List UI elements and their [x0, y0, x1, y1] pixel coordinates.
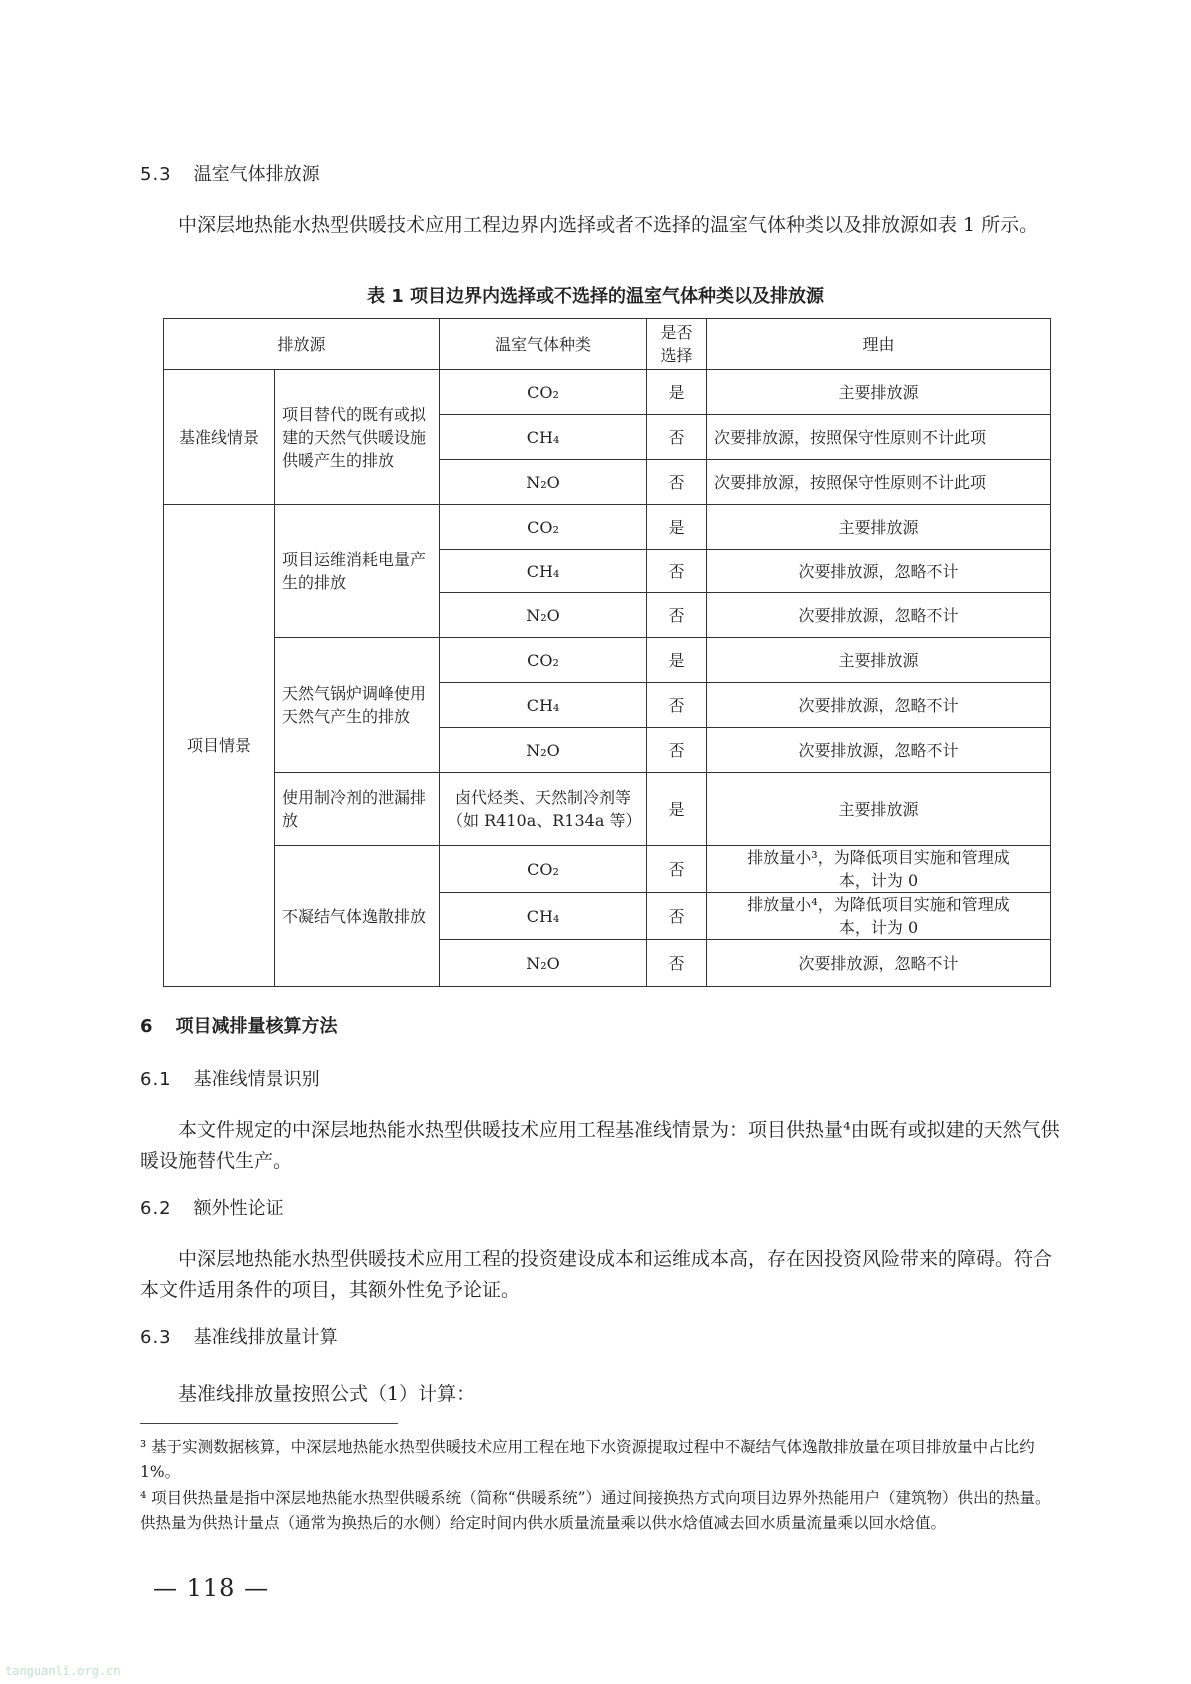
- gas-cell: CH₄: [440, 550, 647, 593]
- selected-cell: 否: [647, 550, 707, 593]
- reason-cell: 排放量小³，为降低项目实施和管理成本，计为 0: [707, 846, 1051, 893]
- selected-cell: 否: [647, 593, 707, 638]
- gas-cell: CH₄: [440, 893, 647, 940]
- table-row: [164, 846, 1051, 893]
- table-row: [164, 638, 1051, 683]
- reason-cell: 次要排放源，忽略不计: [707, 728, 1051, 773]
- gas-cell: N₂O: [440, 593, 647, 638]
- selected-cell: 否: [647, 893, 707, 940]
- page-number: — 118 —: [153, 1574, 270, 1602]
- footnote-3: ³ 基于实测数据核算，中深层地热能水热型供暖技术应用工程在地下水资源提取过程中不凝结气体逸散排放量在项目排放量中占比约 1%。: [140, 1438, 1035, 1481]
- table-caption: 表 1 项目边界内选择或不选择的温室气体种类以及排放源: [366, 286, 825, 307]
- header-selected: 是否选择: [647, 319, 707, 370]
- selected-cell: 否: [647, 846, 707, 893]
- section-number: 6.2: [140, 1198, 172, 1219]
- section-heading-6-1: [140, 1065, 320, 1091]
- footnote-4: ⁴ 项目供热量是指中深层地热能水热型供暖系统（简称“供暖系统”）通过间接换热方式向项目边界外热能用户（建筑物）供出的热量。供热量为供热计量点（通常为换热后的水侧）给定时间内供水质量流量乘以供水焓值减去回水质量流量乘以回水焓值。: [140, 1489, 1051, 1532]
- source-cell: 天然气锅炉调峰使用天然气产生的排放: [275, 638, 440, 773]
- gas-cell: CO₂: [440, 370, 647, 415]
- section-heading-6-3: [140, 1323, 338, 1349]
- header-reason: 理由: [707, 319, 1051, 370]
- gas-cell: CO₂: [440, 846, 647, 893]
- section-title: 项目减排量核算方法: [175, 1016, 338, 1037]
- reason-cell: 主要排放源: [707, 370, 1051, 415]
- paragraph-6-1: 本文件规定的中深层地热能水热型供暖技术应用工程基准线情景为：项目供热量⁴由既有或拟建的天然气供暖设施替代生产。: [140, 1119, 1060, 1172]
- reason-cell: 主要排放源: [707, 773, 1051, 846]
- section-heading-6: [140, 1012, 338, 1038]
- source-cell: 不凝结气体逸散排放: [275, 846, 440, 987]
- emission-source-table: [163, 318, 1051, 987]
- section-number: 6.3: [140, 1327, 172, 1348]
- selected-cell: 是: [647, 773, 707, 846]
- paragraph-6-3: 基准线排放量按照公式（1）计算：: [178, 1383, 476, 1405]
- reason-cell: 主要排放源: [707, 505, 1051, 550]
- selected-cell: 是: [647, 638, 707, 683]
- gas-cell: CO₂: [440, 638, 647, 683]
- gas-cell: CH₄: [440, 683, 647, 728]
- table-header-row: [164, 319, 1051, 370]
- gas-cell: N₂O: [440, 940, 647, 987]
- section-title: 基准线情景识别: [193, 1069, 320, 1090]
- gas-cell: N₂O: [440, 728, 647, 773]
- section-heading-6-2: [140, 1194, 284, 1220]
- reason-cell: 次要排放源，忽略不计: [707, 593, 1051, 638]
- watermark: tanguanli.org.cn: [5, 1664, 121, 1678]
- reason-cell: 主要排放源: [707, 638, 1051, 683]
- selected-cell: 是: [647, 505, 707, 550]
- gas-cell: 卤代烃类、天然制冷剂等（如 R410a、R134a 等）: [440, 773, 647, 846]
- section-title: 基准线排放量计算: [193, 1327, 338, 1348]
- selected-cell: 否: [647, 415, 707, 460]
- section-number: 6: [140, 1016, 154, 1037]
- paragraph-6-2: 中深层地热能水热型供暖技术应用工程的投资建设成本和运维成本高，存在因投资风险带来的障碍。符合本文件适用条件的项目，其额外性免予论证。: [140, 1248, 1053, 1301]
- reason-cell: 次要排放源，忽略不计: [707, 550, 1051, 593]
- selected-cell: 是: [647, 370, 707, 415]
- section-title: 温室气体排放源: [193, 164, 320, 185]
- section-title: 额外性论证: [193, 1198, 284, 1219]
- gas-cell: CH₄: [440, 415, 647, 460]
- table-row: [164, 505, 1051, 550]
- table-row: [164, 370, 1051, 415]
- section-number: 5.3: [140, 164, 172, 185]
- selected-cell: 否: [647, 728, 707, 773]
- table-row: [164, 773, 1051, 846]
- source-cell: 项目运维消耗电量产生的排放: [275, 505, 440, 638]
- reason-cell: 次要排放源，按照保守性原则不计此项: [707, 415, 1051, 460]
- footnote-divider: [140, 1423, 398, 1424]
- paragraph-5-3: 中深层地热能水热型供暖技术应用工程边界内选择或者不选择的温室气体种类以及排放源如表 1 所示。: [178, 214, 1039, 236]
- section-heading-5-3: [140, 160, 320, 186]
- header-gas: 温室气体种类: [440, 319, 647, 370]
- selected-cell: 否: [647, 683, 707, 728]
- reason-cell: 排放量小⁴，为降低项目实施和管理成本，计为 0: [707, 893, 1051, 940]
- source-cell: 项目替代的既有或拟建的天然气供暖设施供暖产生的排放: [275, 370, 440, 505]
- scenario-cell: 基准线情景: [164, 370, 275, 505]
- reason-cell: 次要排放源，按照保守性原则不计此项: [707, 460, 1051, 505]
- scenario-cell: 项目情景: [164, 505, 275, 987]
- selected-cell: 否: [647, 940, 707, 987]
- source-cell: 使用制冷剂的泄漏排放: [275, 773, 440, 846]
- header-source: 排放源: [164, 319, 440, 370]
- reason-cell: 次要排放源，忽略不计: [707, 683, 1051, 728]
- section-number: 6.1: [140, 1069, 172, 1090]
- gas-cell: N₂O: [440, 460, 647, 505]
- reason-cell: 次要排放源，忽略不计: [707, 940, 1051, 987]
- selected-cell: 否: [647, 460, 707, 505]
- gas-cell: CO₂: [440, 505, 647, 550]
